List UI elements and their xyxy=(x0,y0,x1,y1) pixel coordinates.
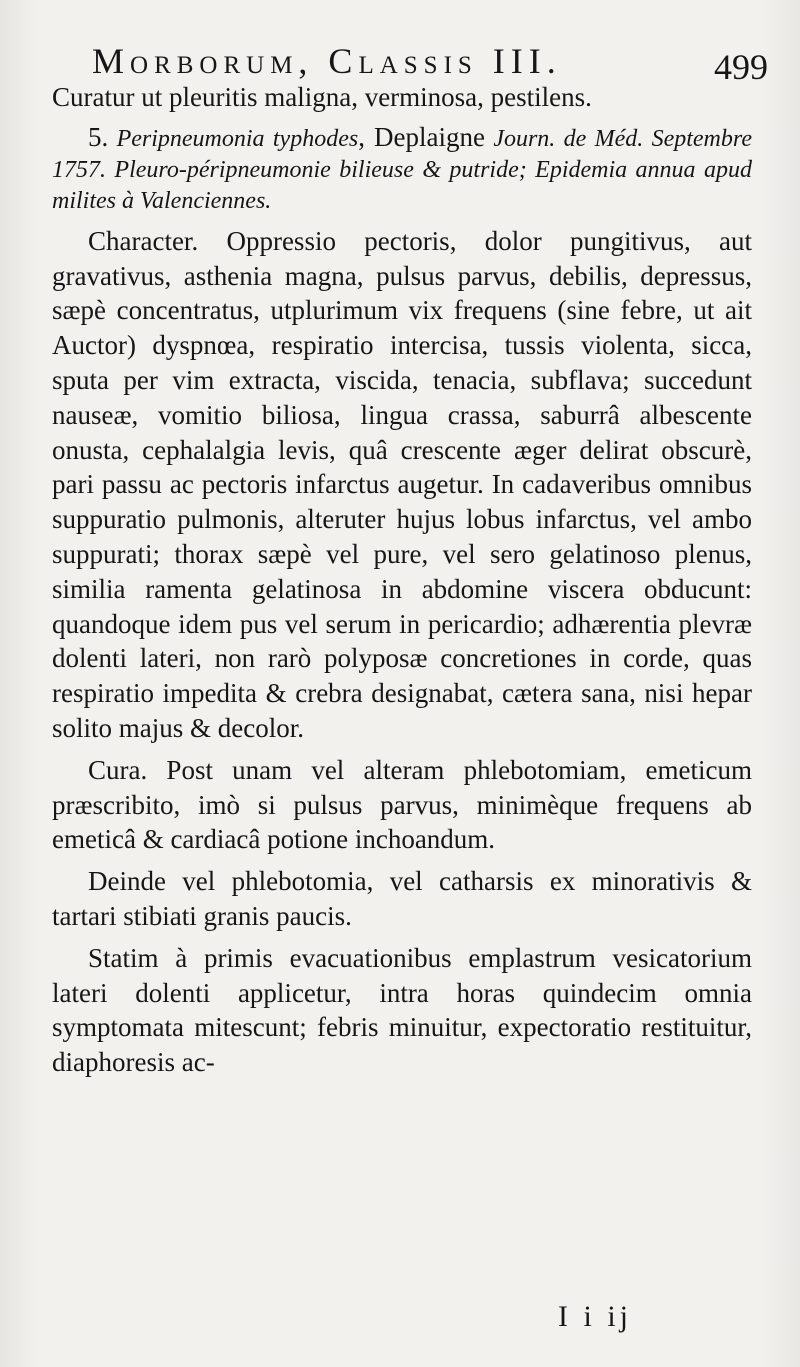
species-number: 5. xyxy=(88,121,109,152)
page-number: 499 xyxy=(714,47,768,87)
paragraph-statim: Statim à primis evacuationibus emplastrum vesicatorium lateri dolenti applicetur, intra horas quindecim omnia symptomata mitescunt; febris minuitur, expectoratio restituitur, diaphoresis ac- xyxy=(52,942,752,1078)
signature-mark: I i ij xyxy=(558,1300,632,1333)
paragraph-cura: Cura. Post unam vel alteram phlebotomiam, emeticum præscribito, imò si pulsus parvus, minimèque frequens ab emeticâ & cardiacâ potione inchoandum. xyxy=(52,754,752,855)
paragraph-curatur: Curatur ut pleuritis maligna, verminosa, pestilens. xyxy=(52,82,592,112)
paragraph-species-5 xyxy=(52,122,752,217)
body-text xyxy=(52,80,752,1087)
running-head: Morborum, Classis III. xyxy=(92,41,562,81)
species-reference: Journ. de Méd. Septembre 1757. Pleuro-péripneumonie bilieuse & putride; Epidemia annua apud milites à Valenciennes. xyxy=(52,125,752,214)
species-author: , Deplaigne xyxy=(358,121,485,152)
paragraph-character: Character. Oppressio pectoris, dolor pungitivus, aut gravativus, asthenia magna, pulsus parvus, debilis, depressus, sæpè concentratus, utplurimum vix frequens (sine febre, ut ait Auctor) dyspnœa, respiratio intercisa, tussis violenta, sicca, sputa per vim extracta, viscida, tenacia, subflava; succedunt nauseæ, vomitio biliosa, lingua crassa, saburrâ albescente onusta, cephalalgia levis, quâ crescente æger delirat obscurè, pari passu ac pectoris infarctus augetur. In cadaveribus omnibus suppuratio pulmonis, alteruter hujus lobus infarctus, vel ambo suppurati; thorax sæpè vel pure, vel sero gelatinoso plenus, similia ramenta gelatinosa in abdomine viscera obducunt: quandoque idem pus vel serum in pericardio; adhærentia plevræ dolenti lateri, non rarò polyposæ concretiones in corde, quas respiratio impedita & crebra designabat, cætera sana, nisi hepar solito majus & decolor. xyxy=(52,225,752,743)
paragraph-deinde: Deinde vel phlebotomia, vel catharsis ex minorativis & tartari stibiati granis paucis. xyxy=(52,866,752,931)
species-name: Peripneumonia typhodes xyxy=(116,125,359,152)
